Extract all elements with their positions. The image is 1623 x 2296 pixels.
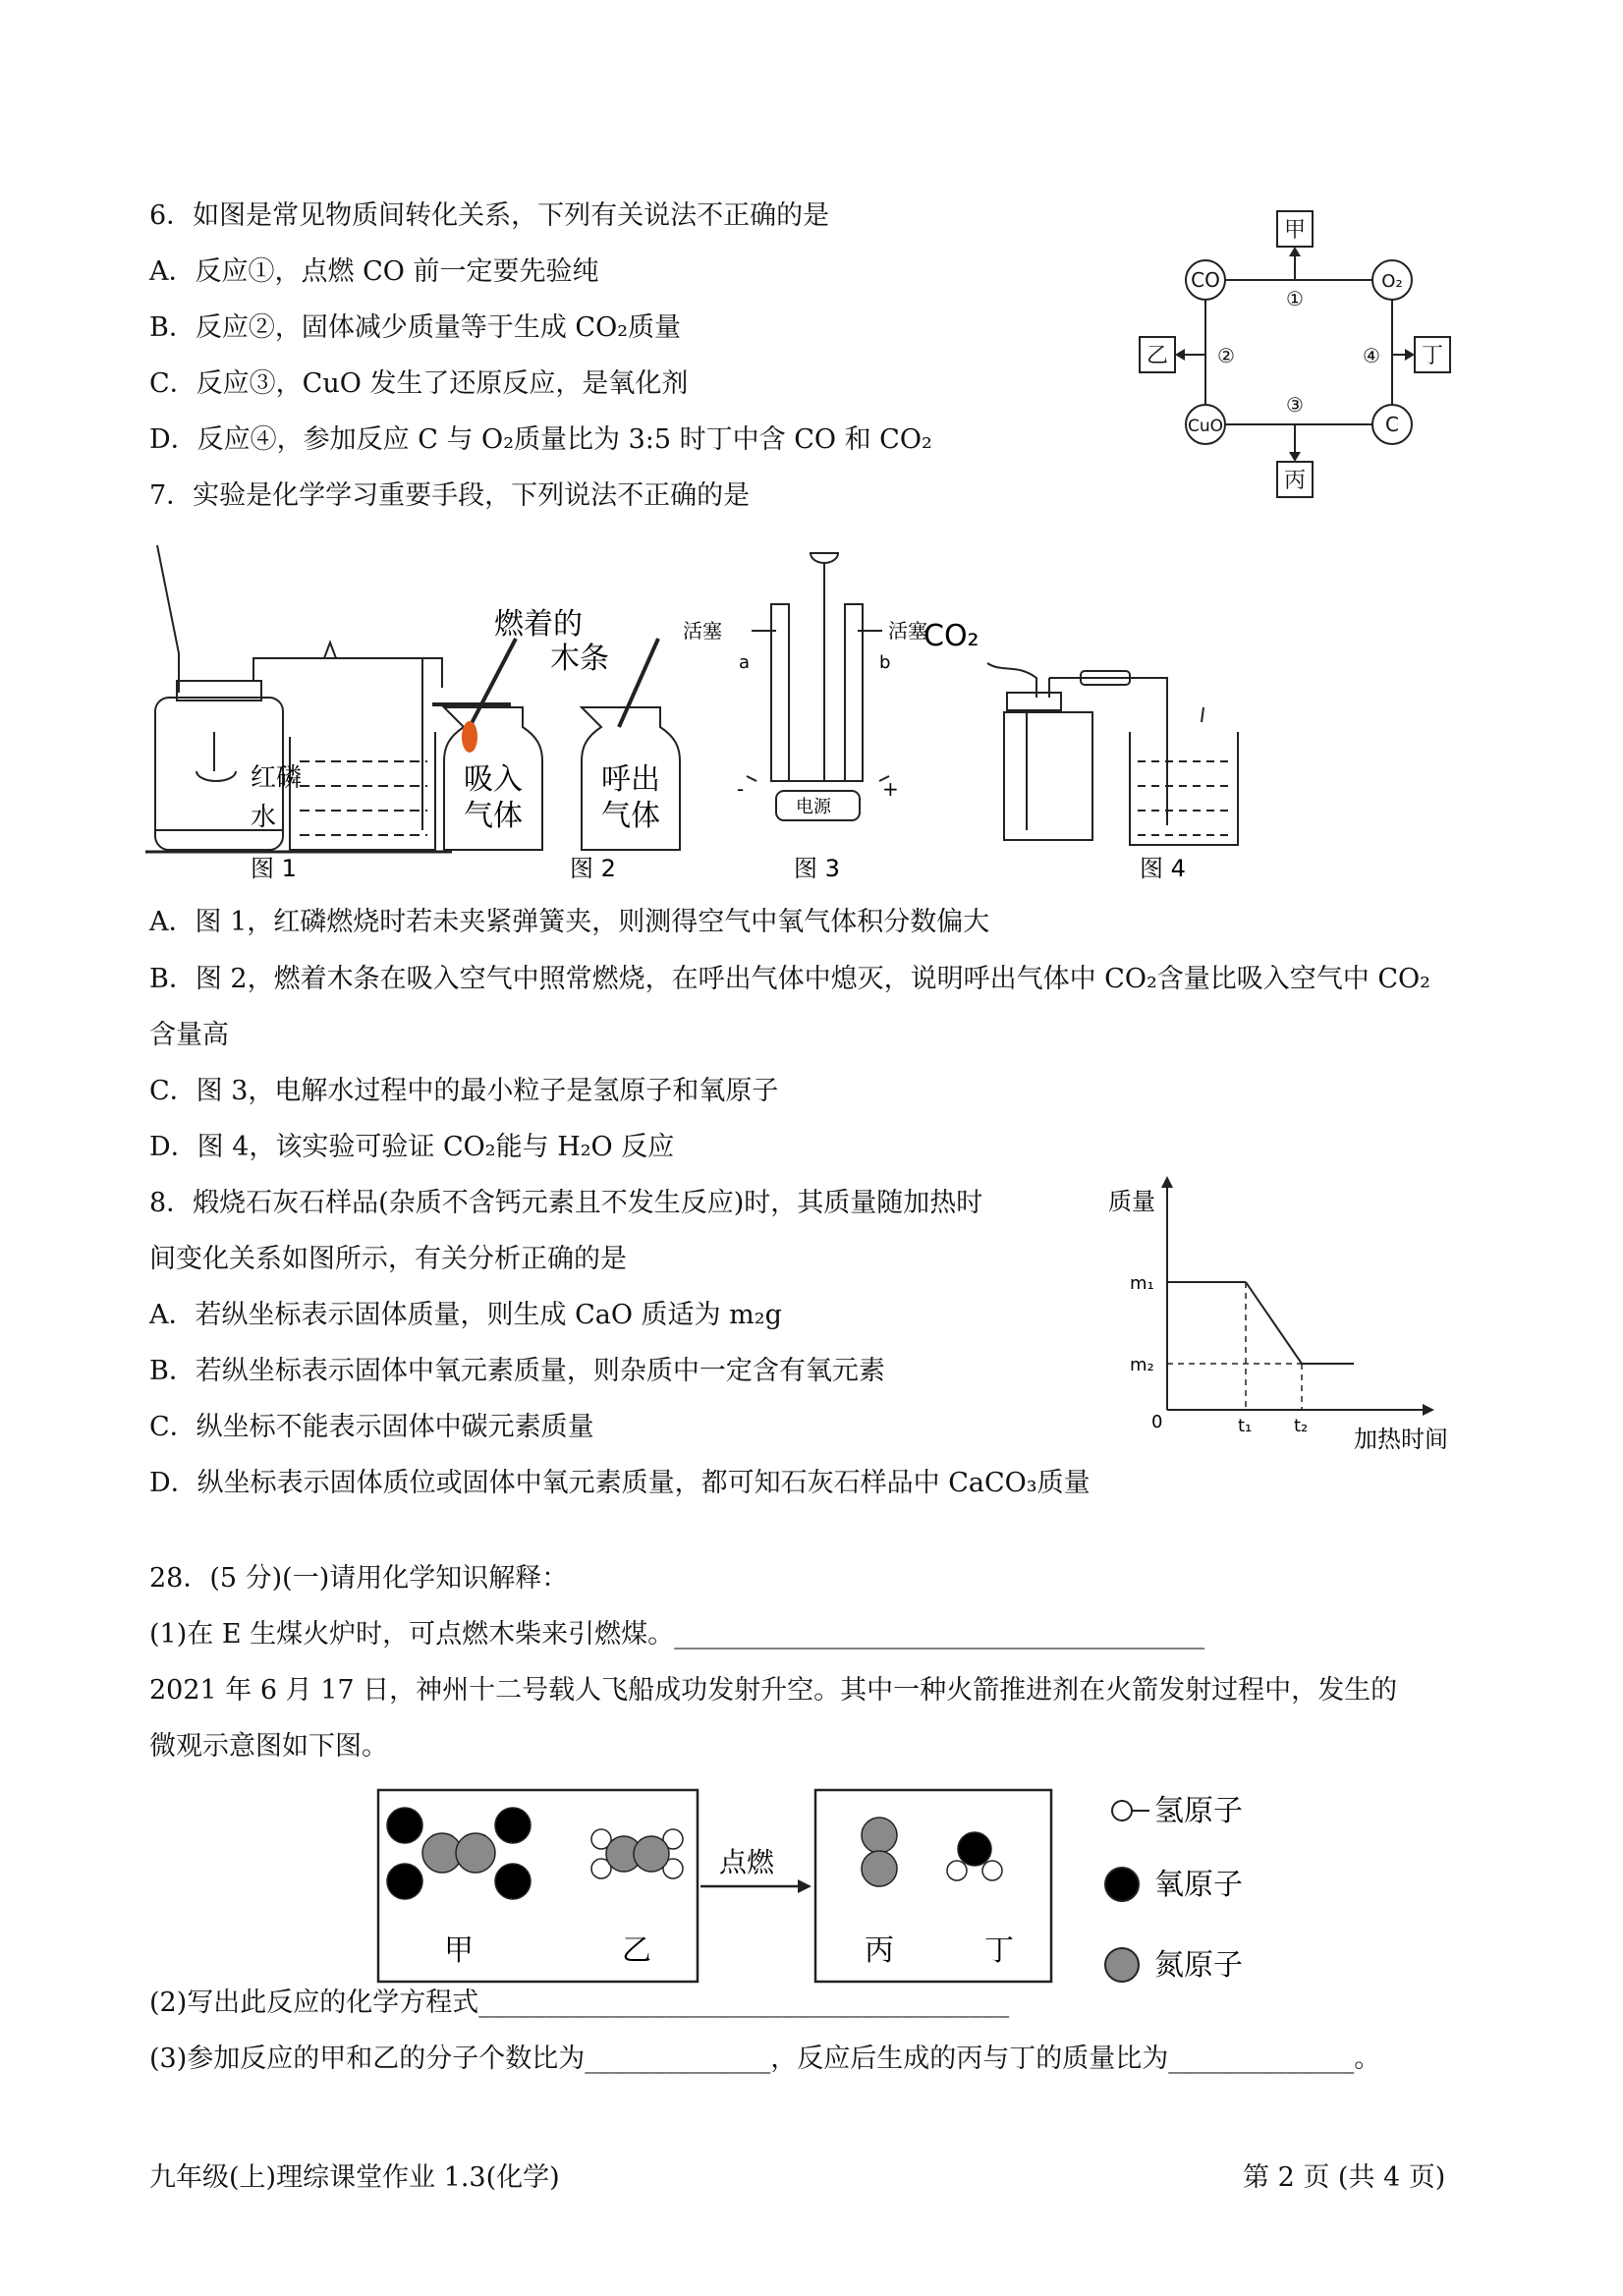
fig2-label-inhaled-2: 气体 — [464, 799, 523, 833]
q7-option-a: A．图 1，红磷燃烧时若未夹紧弹簧夹，则测得空气中氧气体积分数偏大 — [149, 907, 990, 937]
diagram-box-jia: 甲 — [1283, 218, 1307, 243]
q28-part-2: (2)写出此反应的化学方程式________________________________________ — [149, 1988, 1010, 2018]
q6-option-c: C．反应③，CuO 发生了还原反应，是氧化剂 — [149, 368, 689, 399]
fig2-label-inhaled-1: 吸入 — [464, 762, 523, 797]
fig3-label-minus: - — [737, 777, 745, 801]
q28-part-3: (3)参加反应的甲和乙的分子个数比为______________，反应后生成的丙与丁的质量比为______________。 — [149, 2044, 1381, 2074]
fig3-label-stopcock-right: 活塞 — [888, 619, 927, 643]
diagram-box-ding: 丁 — [1421, 344, 1444, 368]
chart-ylabel: 质量 — [1108, 1188, 1155, 1215]
q6-conversion-diagram — [1120, 201, 1493, 506]
q28-intro-line-1: 2021 年 6 月 17 日，神州十二号载人飞船成功发射升空。其中一种火箭推进剂在火箭发射过程中，发生的 — [149, 1675, 1398, 1706]
fig2-label-burning-1: 燃着的 — [494, 607, 583, 642]
diagram-mark-2: ② — [1217, 344, 1235, 367]
q8-option-d: D．纵坐标表示固体质位或固体中氧元素质量，都可知石灰石样品中 CaCO₃质量 — [149, 1468, 1091, 1498]
chart-m2-label: m₂ — [1130, 1355, 1154, 1375]
q7-option-d: D．图 4，该实验可验证 CO₂能与 H₂O 反应 — [149, 1132, 675, 1162]
fig3-label-b: b — [879, 652, 891, 673]
chart-t2-label: t₂ — [1294, 1416, 1309, 1436]
q7-experiment-figures — [138, 535, 1375, 889]
legend-oxygen: 氧原子 — [1154, 1868, 1243, 1902]
q7-option-c: C．图 3，电解水过程中的最小粒子是氢原子和氧原子 — [149, 1076, 779, 1106]
q6-option-a: A．反应①，点燃 CO 前一定要先验纯 — [149, 256, 599, 287]
q7-stem: 7．实验是化学学习重要手段，下列说法不正确的是 — [149, 480, 751, 511]
legend-nitrogen: 氮原子 — [1154, 1948, 1243, 1983]
chart-origin-label: 0 — [1151, 1412, 1163, 1432]
fig3-label-power: 电源 — [796, 797, 831, 817]
q8-option-b: B．若纵坐标表示固体中氧元素质量，则杂质中一定含有氧元素 — [149, 1356, 885, 1386]
diagram-node-o2: O₂ — [1381, 271, 1403, 292]
fig4-label-co2: CO₂ — [923, 619, 979, 653]
q6-option-b: B．反应②，固体减少质量等于生成 CO₂质量 — [149, 312, 682, 343]
fig1-caption: 图 1 — [251, 855, 297, 882]
q7-option-b: B．图 2，燃着木条在吸入空气中照常燃烧，在呼出气体中熄灭，说明呼出气体中 CO₂含量比吸入空气中 CO₂ — [149, 964, 1431, 994]
micro-label-jia: 甲 — [444, 1933, 474, 1968]
diagram-node-co: CO — [1191, 268, 1220, 292]
footer-left: 九年级(上)理综课堂作业 1.3(化学) — [149, 2162, 560, 2193]
chart-t1-label: t₁ — [1238, 1416, 1253, 1436]
q28-intro-line-2: 微观示意图如下图。 — [149, 1731, 388, 1762]
q8-stem-line-2: 间变化关系如图所示，有关分析正确的是 — [149, 1244, 627, 1274]
fig2-label-exhaled-2: 气体 — [601, 799, 660, 833]
micro-label-ding: 丁 — [984, 1933, 1014, 1968]
footer-page-number: 第 2 页 (共 4 页) — [1243, 2162, 1446, 2193]
chart-m1-label: m₁ — [1130, 1273, 1154, 1294]
micro-arrow-label: 点燃 — [718, 1846, 775, 1878]
chart-xlabel: 加热时间 — [1354, 1426, 1448, 1453]
fig4-caption: 图 4 — [1140, 855, 1186, 882]
diagram-mark-1: ① — [1286, 287, 1304, 310]
diagram-box-bing: 丙 — [1283, 469, 1307, 493]
micro-label-bing: 丙 — [865, 1933, 894, 1968]
q8-stem-line-1: 8．煅烧石灰石样品(杂质不含钙元素且不发生反应)时，其质量随加热时 — [149, 1188, 983, 1218]
q8-mass-time-chart — [1100, 1174, 1493, 1469]
micro-label-yi: 乙 — [622, 1933, 651, 1968]
diagram-mark-3: ③ — [1286, 393, 1304, 417]
fig1-label-red-phosphorus: 红磷 — [251, 763, 303, 793]
q28-micro-diagram — [373, 1778, 1277, 1989]
legend-hydrogen: 氢原子 — [1154, 1794, 1243, 1828]
fig3-label-stopcock-left: 活塞 — [683, 619, 722, 643]
q6-option-d: D．反应④，参加反应 C 与 O₂质量比为 3:5 时丁中含 CO 和 CO₂ — [149, 424, 932, 455]
q7-option-b-cont: 含量高 — [149, 1020, 229, 1050]
fig3-caption: 图 3 — [794, 855, 840, 882]
fig3-label-plus: + — [882, 777, 899, 801]
fig2-label-exhaled-1: 呼出 — [601, 762, 660, 797]
diagram-mark-4: ④ — [1363, 344, 1380, 367]
fig1-label-water: 水 — [251, 803, 277, 832]
fig2-label-burning-2: 木条 — [550, 642, 609, 676]
fig2-caption: 图 2 — [570, 855, 616, 882]
diagram-box-yi: 乙 — [1146, 344, 1169, 368]
fig3-label-a: a — [739, 652, 751, 673]
q6-stem: 6．如图是常见物质间转化关系，下列有关说法不正确的是 — [149, 200, 830, 231]
diagram-node-c: C — [1385, 413, 1399, 436]
q8-option-a: A．若纵坐标表示固体质量，则生成 CaO 质适为 m₂g — [149, 1300, 782, 1330]
diagram-node-cuo: CuO — [1187, 417, 1224, 436]
q28-part-1: (1)在 E 生煤火炉时，可点燃木柴来引燃煤。________________________________________ — [149, 1619, 1205, 1650]
q28-heading: 28．(5 分)(一)请用化学知识解释： — [149, 1563, 569, 1594]
q8-option-c: C．纵坐标不能表示固体中碳元素质量 — [149, 1412, 594, 1442]
